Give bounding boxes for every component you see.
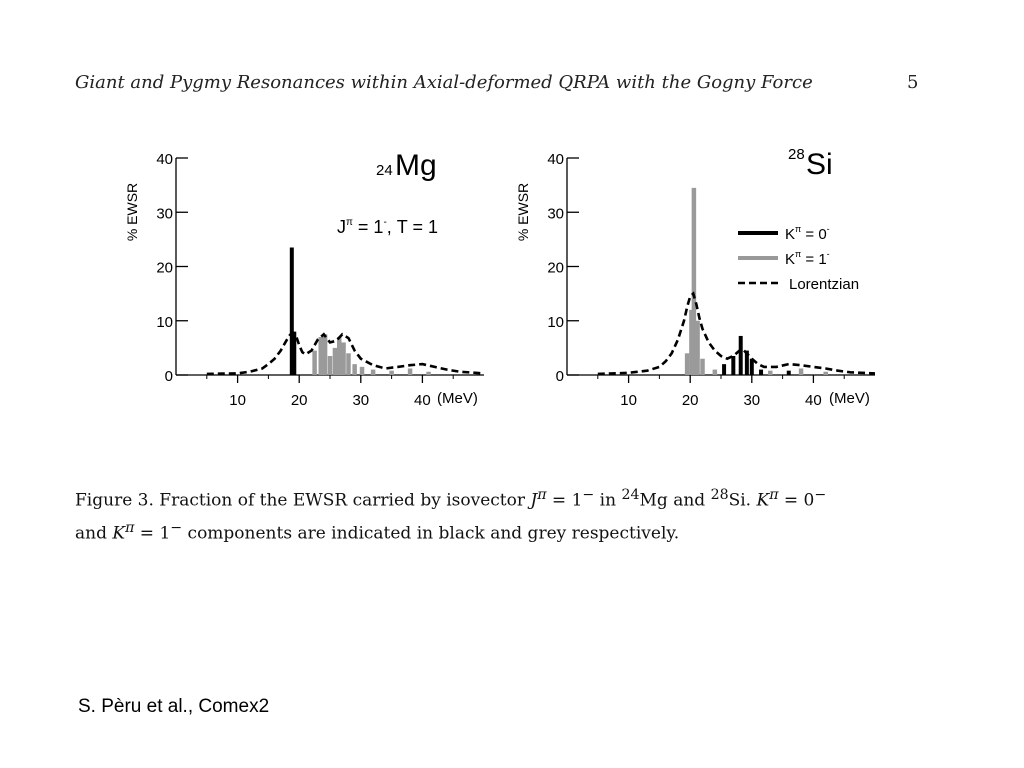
caption-line-2: and $K^\pi = 1^-$ components are indicated in black and grey respectively. [75,519,680,544]
element-symbol: Si [806,148,833,181]
x-axis-unit: (MeV) [829,390,870,407]
legend-label-k1: $K^\pi = 1^-$ [785,249,830,268]
x-tick-label: 20 [681,392,699,409]
svg-text:% EWSR: % EWSR [515,182,531,242]
y-axis-label [515,183,531,241]
y-tick-label: 30 [547,205,564,223]
svg-text:% EWSR: % EWSR [124,182,140,242]
mass-number: 28 [788,146,805,163]
y-tick-label: 20 [547,259,564,277]
legend-label-lorentzian: Lorentzian [789,276,860,293]
x-tick-label: 20 [290,392,308,409]
mass-number: 24 [376,162,393,179]
slide-footer-credit: S. Pèru et al., Comex2 [78,696,270,717]
legend-label-k0: $K^\pi = 0^-$ [785,224,830,243]
chart-panel-si28 [515,146,875,409]
y-tick-label: 20 [156,259,173,277]
y-tick-label: 40 [547,151,564,168]
y-tick-label: 10 [547,313,564,331]
x-axis-unit: (MeV) [437,390,478,407]
header-title: Giant and Pygmy Resonances within Axial-deformed QRPA with the Gogny Force [75,72,813,93]
y-tick-label: 30 [156,205,173,223]
x-tick-label: 10 [620,392,637,409]
lorentzian-curve [598,294,875,374]
y-axis-label [124,183,140,241]
x-tick-label: 30 [743,392,761,409]
caption-line-1: Figure 3. Fraction of the EWSR carried by isovector $J^\pi = 1^-$ in $^{24}$Mg and $^{28}$Si. $K^\pi = 0^-$ [75,487,827,511]
quantum-numbers-annotation: $J^\pi = 1^-$, T = 1 [337,217,438,237]
legend [738,224,859,293]
y-tick-label: 0 [164,368,173,385]
x-tick-label: 10 [229,392,246,409]
x-tick-label: 40 [414,392,431,409]
y-tick-label: 0 [555,368,564,385]
x-tick-label: 40 [805,392,822,409]
x-tick-label: 30 [352,392,370,409]
chart-panel-mg24 [124,149,484,409]
y-tick-label: 10 [156,313,173,331]
y-tick-label: 40 [156,151,173,168]
element-symbol: Mg [395,149,437,182]
page-number: 5 [907,72,919,93]
figure-caption [75,482,955,547]
